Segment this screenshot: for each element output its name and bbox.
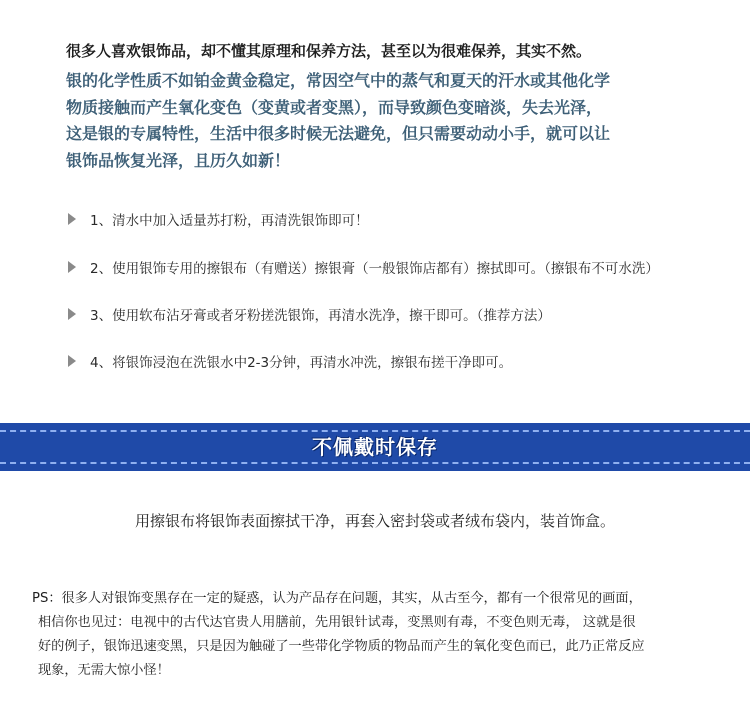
chemistry-line: 物质接触而产生氧化变色（变黄或者变黑），而导致颜色变暗淡，失去光泽，	[66, 97, 603, 117]
care-step-text: 1、清水中加入适量苏打粉，再清洗银饰即可！	[90, 213, 369, 229]
chemistry-line: 银饰品恢复光泽，且历久如新！	[66, 150, 291, 170]
care-step	[68, 349, 512, 373]
care-step-text: 4、将银饰浸泡在洗银水中2-3分钟，再清水冲洗，擦银布搓干净即可。	[90, 355, 513, 371]
ps-line: 相信你也见过：电视中的古代达官贵人用膳前，先用银针试毒，变黑则有毒，不变色则无毒， 这就是很	[38, 615, 636, 630]
triangle-bullet-icon	[68, 308, 76, 320]
storage-instruction: 用擦银布将银饰表面擦拭干净，再套入密封袋或者绒布袋内，装首饰盒。	[134, 512, 615, 530]
care-step-text: 2、使用银饰专用的擦银布（有赠送）擦银膏（一般银饰店都有）擦拭即可。（擦银布不可水洗）	[90, 261, 659, 277]
intro-text: 很多人喜欢银饰品，却不懂其原理和保养方法，甚至以为很难保养，其实不然。	[66, 42, 592, 60]
chemistry-line: 银的化学性质不如铂金黄金稳定，常因空气中的蒸气和夏天的汗水或其他化学	[66, 71, 611, 90]
care-step-text: 3、使用软布沾牙膏或者牙粉搓洗银饰，再清水洗净，擦干即可。（推荐方法）	[90, 308, 551, 324]
chemistry-paragraph	[66, 68, 706, 174]
care-step	[68, 255, 659, 279]
ps-line: 好的例子，银饰迅速变黑，只是因为触碰了一些带化学物质的物品而产生的氧化变色而已，此乃正常反应	[38, 639, 645, 654]
ps-line: 现象，无需大惊小怪！	[38, 663, 170, 678]
care-step	[68, 207, 369, 231]
banner-title: 不佩戴时保存	[312, 435, 438, 459]
ps-note	[32, 587, 722, 683]
care-step	[68, 302, 551, 326]
triangle-bullet-icon	[68, 261, 76, 273]
triangle-bullet-icon	[68, 213, 76, 225]
ps-line: PS：很多人对银饰变黑存在一定的疑惑，认为产品存在问题，其实，从古至今，都有一个很常见的画面，	[32, 591, 642, 606]
section-banner	[0, 423, 750, 471]
triangle-bullet-icon	[68, 355, 76, 367]
chemistry-line: 这是银的专属特性，生活中很多时候无法避免，但只需要动动小手，就可以让	[66, 124, 611, 143]
